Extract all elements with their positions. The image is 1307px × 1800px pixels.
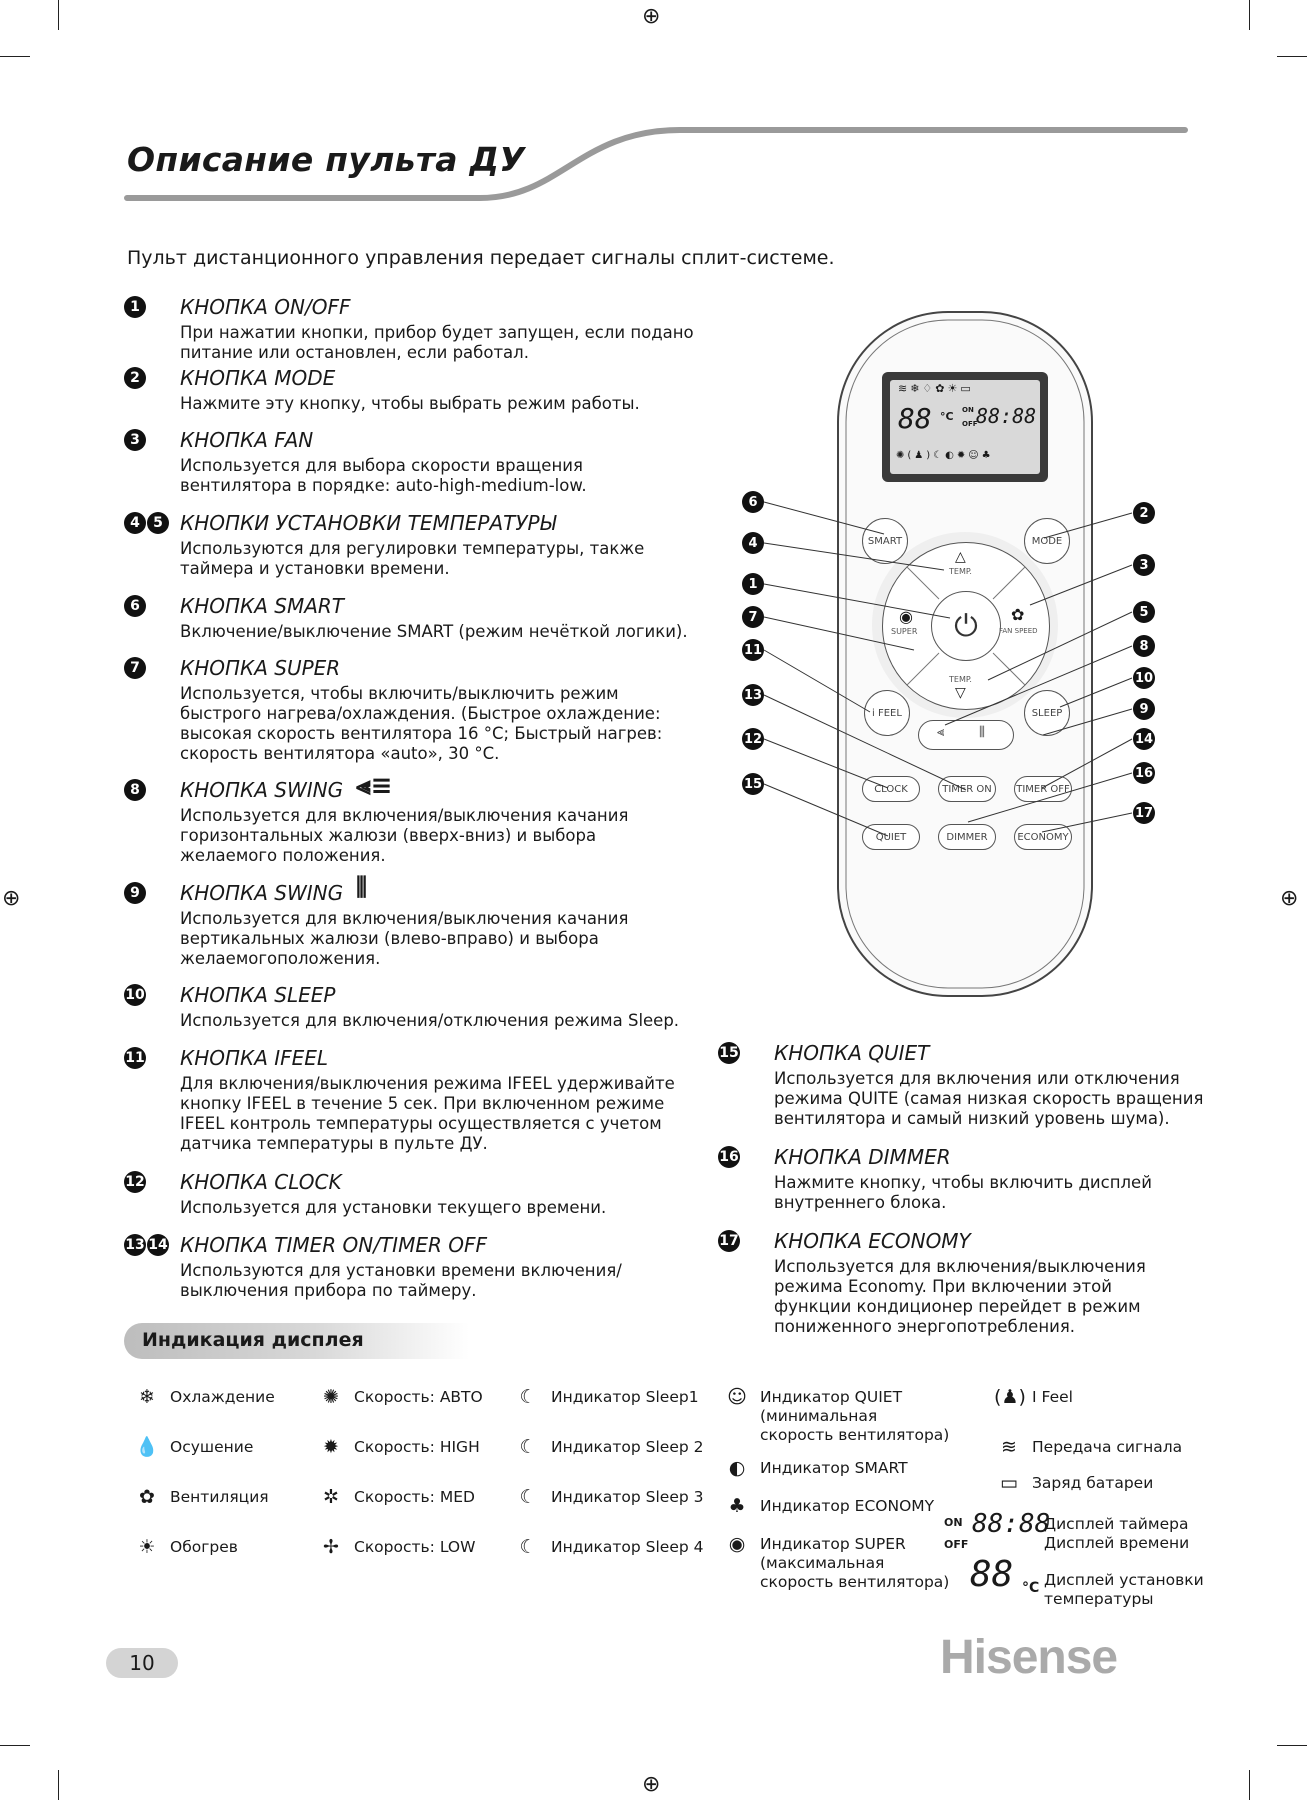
timer-display-icon: 88:88 (972, 1509, 1051, 1539)
callout-badge: 11 (742, 639, 764, 661)
item-title: КНОПКИ УСТАНОВКИ ТЕМПЕРАТУРЫ (180, 511, 556, 535)
temp-display-icon: 88 (970, 1554, 1014, 1595)
item-description-line: вентилятора и самый низкий уровень шума). (774, 1109, 1170, 1128)
swing-h-icon[interactable]: ⫷ (937, 725, 945, 740)
item-description-line: вертикальных жалюзи (влево-вправо) и выбора (180, 929, 599, 948)
legend-label: Вентиляция (170, 1488, 269, 1506)
item-description-line: Используется для включения/выключения (774, 1257, 1146, 1276)
intro-text: Пульт дистанционного управления передает сигналы сплит-системе. (127, 247, 835, 269)
item-number-badge: 3 (124, 429, 146, 451)
callout-badge: 3 (1133, 554, 1155, 576)
item-number-badge: 12 (124, 1171, 146, 1193)
legend-item (513, 1388, 699, 1407)
legend-label: Обогрев (170, 1538, 238, 1556)
item-description-line: Используется для установки текущего времени. (180, 1198, 607, 1217)
legend-label (1032, 1388, 1073, 1407)
registration-mark-icon: ⊕ (1280, 886, 1299, 911)
item-description-line: высокая скорость вентилятора 16 °C; Быстрый нагрев: (180, 724, 663, 743)
legend-label: Скорость: LOW (354, 1538, 476, 1556)
legend-label-line: Передача сигнала (1032, 1438, 1183, 1456)
item-title: КНОПКА MODE (180, 366, 336, 390)
snowflake-icon: ❄ (139, 1386, 155, 1408)
lcd-off: OFF (962, 420, 978, 428)
item-description-line: таймера и установки времени. (180, 559, 450, 578)
item-description (180, 1198, 606, 1218)
callout-badge: 12 (742, 728, 764, 750)
item-title: КНОПКА TIMER ON/TIMER OFF (180, 1233, 487, 1257)
item-description-line: Используется для включения/выключения качания (180, 909, 629, 928)
item-description-line: питание или остановлен, если работал. (180, 343, 529, 362)
callout-badge: 8 (1133, 635, 1155, 657)
item-badges (718, 1146, 740, 1168)
economy-icon: ♣ (728, 1495, 746, 1517)
legend-item (513, 1488, 704, 1507)
legend-label: Осушение (170, 1438, 254, 1456)
item-number-badge: 1 (124, 296, 146, 318)
swing-v-icon[interactable]: ⫼ (979, 725, 985, 740)
dimmer-button[interactable]: DIMMER (938, 824, 996, 850)
legend-label-line: (минимальная (760, 1407, 878, 1425)
quiet-button[interactable]: QUIET (862, 824, 920, 850)
callout-badge: 16 (1133, 762, 1155, 784)
legend-label (760, 1388, 949, 1445)
callout-badge: 4 (742, 532, 764, 554)
fan-med-icon: ✲ (323, 1486, 339, 1508)
registration-mark-icon: ⊕ (642, 4, 661, 29)
drop-icon: 💧 (135, 1436, 159, 1458)
legend-item (994, 1474, 1153, 1493)
item-number-badge: 7 (124, 657, 146, 679)
item-title: КНОПКА SLEEP (180, 983, 336, 1007)
legend-label: Индикатор Sleep1 (551, 1388, 699, 1406)
item-number-badge: 4 (124, 512, 146, 534)
legend-label-line: (максимальная (760, 1554, 885, 1572)
item-number-badge: 2 (124, 367, 146, 389)
callout-badge: 6 (742, 491, 764, 513)
timer-off-label: OFF (944, 1538, 969, 1551)
legend-item (316, 1538, 475, 1557)
item-title: КНОПКА ECONOMY (774, 1229, 971, 1253)
item-description-line: желаемого положения. (180, 846, 386, 865)
display-section-header (124, 1323, 469, 1359)
item-title: КНОПКА SWING (180, 881, 344, 905)
legend-label-line: Индикатор SMART (760, 1459, 908, 1477)
item-badges (124, 1234, 169, 1256)
item-description-line: вентилятора в порядке: auto-high-medium-low. (180, 476, 587, 495)
page-number: 10 (106, 1648, 178, 1678)
item-badges (718, 1230, 740, 1252)
item-description-line: Используются для установки времени включения/ (180, 1261, 622, 1280)
fan-icon: ✿ (139, 1486, 155, 1508)
item-description (774, 1173, 1152, 1213)
legend-label-line: Индикатор ECONOMY (760, 1497, 935, 1515)
crop-mark (0, 1745, 30, 1746)
item-number-badge: 14 (147, 1234, 169, 1256)
item-description-line: выключения прибора по таймеру. (180, 1281, 477, 1300)
item-description-line: режима QUITE (самая низкая скорость вращения (774, 1089, 1204, 1108)
super-icon: ◉ (899, 607, 913, 626)
super-button[interactable]: SUPER (891, 627, 918, 636)
callout-badge: 14 (1133, 728, 1155, 750)
callout-badge: 5 (1133, 601, 1155, 623)
item-description-line: IFEEL контроль температуры осуществляется с учетом (180, 1114, 662, 1133)
temp-unit-icon: °C (1022, 1580, 1040, 1596)
callout-badge: 13 (742, 684, 764, 706)
item-description-line: Используется для включения или отключения (774, 1069, 1180, 1088)
item-description-line: пониженного энергопотребления. (774, 1317, 1075, 1336)
fanspeed-button[interactable]: FAN SPEED (999, 627, 1038, 635)
display-section-title: Индикация дисплея (142, 1329, 364, 1351)
legend-item (994, 1438, 1182, 1457)
clock-button[interactable]: CLOCK (862, 776, 920, 802)
item-description (180, 1011, 679, 1031)
item-description (774, 1257, 1146, 1337)
fan-high-icon: ✹ (323, 1436, 339, 1458)
item-badges (124, 1171, 146, 1193)
legend-item (722, 1497, 934, 1516)
legend-item (944, 1509, 1204, 1557)
item-number-badge: 16 (718, 1146, 740, 1168)
legend-label: Скорость: HIGH (354, 1438, 480, 1456)
legend-label: Скорость: АВТО (354, 1388, 483, 1406)
legend-item (722, 1535, 949, 1592)
legend-item (316, 1438, 480, 1457)
legend-item (132, 1488, 269, 1507)
item-title: КНОПКА IFEEL (180, 1046, 329, 1070)
item-number-badge: 15 (718, 1042, 740, 1064)
item-description-line: Для включения/выключения режима IFEEL удерживайте (180, 1074, 675, 1093)
legend-item (316, 1388, 483, 1407)
legend-label (1044, 1515, 1189, 1553)
crop-mark (1277, 1745, 1307, 1746)
item-title: КНОПКА SUPER (180, 656, 341, 680)
legend-label: Индикатор Sleep 3 (551, 1488, 704, 1506)
swing-horizontal-icon: ⫷≡ (356, 771, 393, 801)
legend-label-line: Заряд батареи (1032, 1474, 1154, 1492)
sun-icon: ☀ (138, 1536, 156, 1558)
legend-label (1044, 1571, 1204, 1609)
lcd-unit: °C (940, 410, 954, 423)
item-title: КНОПКА DIMMER (774, 1145, 951, 1169)
item-title: КНОПКА SWING (180, 778, 344, 802)
item-title: КНОПКА CLOCK (180, 1170, 342, 1194)
temp-down-arrow-icon: ▽ (955, 685, 966, 701)
legend-label (760, 1497, 934, 1516)
sleep4-icon: ☾ (519, 1536, 537, 1558)
legend-label-line: скорость вентилятора) (760, 1573, 950, 1591)
item-badges (718, 1042, 740, 1064)
brand-logo: Hisense (940, 1631, 1118, 1684)
legend-label: Индикатор Sleep 2 (551, 1438, 704, 1456)
item-description (180, 1261, 622, 1301)
super-icon: ◉ (728, 1533, 746, 1555)
callout-badge: 15 (742, 773, 764, 795)
legend-label (1032, 1474, 1153, 1493)
item-number-badge: 11 (124, 1047, 146, 1069)
signal-icon: ≋ (1001, 1436, 1017, 1458)
legend-label-line: температуры (1044, 1590, 1154, 1608)
timer-on-button[interactable]: TIMER ON (938, 776, 996, 802)
legend-item (132, 1438, 253, 1457)
item-description-line: Используются для регулировки температуры, также (180, 539, 645, 558)
legend-label-line: I Feel (1032, 1388, 1073, 1406)
fan-low-icon: ✢ (323, 1536, 339, 1558)
item-description-line: Используется для включения/отключения режима Sleep. (180, 1011, 680, 1030)
callout-badge: 10 (1133, 667, 1155, 689)
lcd-time: 88:88 (976, 404, 1037, 428)
lcd-icons-top: ≋❄♢✿☀▭ (898, 382, 974, 395)
legend-item (316, 1488, 475, 1507)
fan-auto-icon: ✺ (323, 1386, 339, 1408)
power-button[interactable]: ⏻ (931, 591, 1001, 661)
item-description-line: Используется для включения/выключения качания (180, 806, 629, 825)
sleep-button[interactable]: SLEEP (1024, 690, 1070, 736)
item-description-line: скорость вентилятора «auto», 30 °C. (180, 744, 500, 763)
item-number-badge: 10 (124, 984, 146, 1006)
legend-label (1032, 1438, 1182, 1457)
item-description-line: кнопку IFEEL в течение 5 сек. При включенном режиме (180, 1094, 665, 1113)
item-description (180, 1074, 675, 1154)
item-description-line: внутреннего блока. (774, 1193, 947, 1212)
swing-vertical-icon: ⫼ (356, 873, 368, 901)
item-description-line: режима Economy. При включении этой (774, 1277, 1112, 1296)
item-number-badge: 13 (124, 1234, 146, 1256)
ifeel-icon: (♟) (994, 1386, 1026, 1408)
legend-label (760, 1535, 949, 1592)
callout-badge: 17 (1133, 802, 1155, 824)
item-description (774, 1069, 1203, 1129)
legend-item (132, 1388, 275, 1407)
item-title: КНОПКА QUIET (774, 1041, 930, 1065)
item-number-badge: 6 (124, 595, 146, 617)
legend-label (760, 1459, 908, 1478)
item-description-line: желаемогоположения. (180, 949, 381, 968)
legend-item (722, 1459, 908, 1478)
battery-icon: ▭ (1000, 1472, 1018, 1494)
temp-up-arrow-icon: △ (955, 549, 966, 565)
item-title: КНОПКА ON/OFF (180, 295, 351, 319)
legend-label-line: Индикатор QUIET (760, 1388, 903, 1406)
item-number-badge: 5 (147, 512, 169, 534)
mode-button[interactable]: MODE (1024, 518, 1070, 564)
sleep1-icon: ☾ (519, 1386, 537, 1408)
item-description-line: датчика температуры в пульте ДУ. (180, 1134, 488, 1153)
crop-mark (58, 1770, 59, 1800)
lcd-icons-bottom: ✺(♟)☾◐✹☺♣ (896, 450, 994, 461)
item-description-line: Нажмите кнопку, чтобы включить дисплей (774, 1173, 1152, 1192)
economy-button[interactable]: ECONOMY (1014, 824, 1072, 850)
lcd-temp: 88 (898, 402, 932, 435)
legend-item (513, 1438, 704, 1457)
legend-item (132, 1538, 238, 1557)
item-description-line: Нажмите эту кнопку, чтобы выбрать режим работы. (180, 394, 640, 413)
temp-down-button[interactable]: TEMP. (949, 675, 972, 684)
item-description-line: Используется для выбора скорости вращения (180, 456, 583, 475)
callout-badge: 2 (1133, 502, 1155, 524)
item-title: КНОПКА SMART (180, 594, 345, 618)
callout-badge: 1 (742, 573, 764, 595)
item-description-line: быстрого нагрева/охлаждения. (Быстрое охлаждение: (180, 704, 661, 723)
legend-item (968, 1554, 1208, 1615)
registration-mark-icon: ⊕ (2, 886, 21, 911)
temp-up-button[interactable]: TEMP. (949, 567, 972, 576)
legend-item (513, 1538, 704, 1557)
smart-button[interactable]: SMART (862, 518, 908, 564)
quiet-icon: ☺ (727, 1386, 747, 1408)
legend-item (722, 1388, 949, 1445)
item-title: КНОПКА FAN (180, 428, 314, 452)
timer-off-button[interactable]: TIMER OFF (1014, 776, 1072, 802)
item-number-badge: 17 (718, 1230, 740, 1252)
legend-label-line: Дисплей установки (1044, 1571, 1204, 1589)
timer-on-label: ON (944, 1516, 963, 1529)
legend-label-line: Дисплей таймера (1044, 1515, 1189, 1533)
legend-label-line: Индикатор SUPER (760, 1535, 906, 1553)
item-number-badge: 9 (124, 882, 146, 904)
item-description-line: горизонтальных жалюзи (вверх-вниз) и выбора (180, 826, 597, 845)
legend-label: Скорость: MED (354, 1488, 475, 1506)
item-description-line: Включение/выключение SMART (режим нечёткой логики). (180, 622, 688, 641)
legend-label: Охлаждение (170, 1388, 275, 1406)
sleep3-icon: ☾ (519, 1486, 537, 1508)
legend-label-line: Дисплей времени (1044, 1534, 1190, 1552)
lcd-on: ON (962, 406, 974, 414)
callout-badge: 9 (1133, 698, 1155, 720)
item-description-line: При нажатии кнопки, прибор будет запущен, если подано (180, 323, 694, 342)
item-description-line: функции кондиционер перейдет в режим (774, 1297, 1141, 1316)
legend-item (994, 1388, 1073, 1407)
item-description-line: Используется, чтобы включить/выключить режим (180, 684, 619, 703)
callout-badge: 7 (742, 606, 764, 628)
item-badges (124, 1047, 146, 1069)
legend-label: Индикатор Sleep 4 (551, 1538, 704, 1556)
ifeel-button[interactable]: i FEEL (864, 690, 910, 736)
registration-mark-icon: ⊕ (642, 1772, 661, 1797)
sleep2-icon: ☾ (519, 1436, 537, 1458)
legend-label-line: скорость вентилятора) (760, 1426, 950, 1444)
page-title: Описание пульта ДУ (127, 140, 526, 179)
crop-mark (1249, 1770, 1250, 1800)
smart-icon: ◐ (728, 1457, 746, 1479)
item-number-badge: 8 (124, 779, 146, 801)
fan-icon: ✿ (1011, 605, 1025, 624)
